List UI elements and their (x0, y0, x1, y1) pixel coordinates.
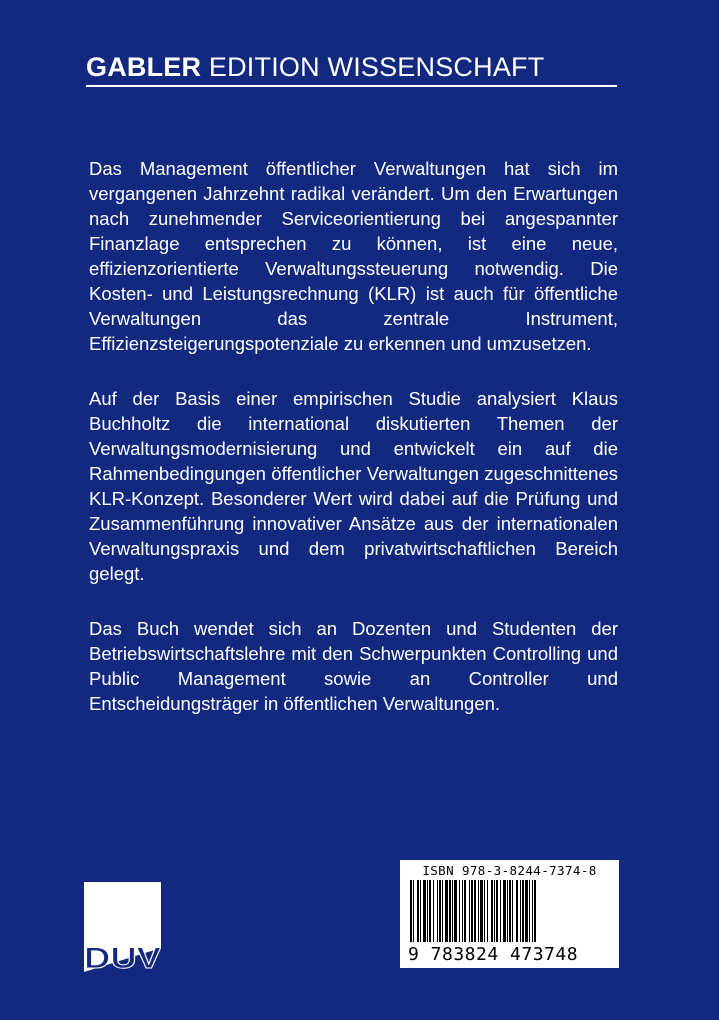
barcode-bar (516, 880, 518, 942)
series-title (86, 52, 544, 83)
barcode-bar (532, 880, 533, 942)
barcode-bar (487, 880, 488, 942)
barcode-bar (420, 880, 421, 942)
barcode-bar (423, 880, 426, 942)
barcode-bar (469, 880, 470, 942)
barcode-bar (462, 880, 463, 942)
barcode-bar (413, 880, 414, 942)
barcode-bar (410, 880, 412, 942)
barcode-bar (437, 880, 438, 942)
barcode-bar (442, 880, 443, 942)
duv-logo-text: DUV (84, 942, 161, 972)
barcode-bar (529, 880, 530, 942)
duv-logo (84, 882, 161, 972)
barcode-bar (496, 880, 498, 942)
duv-logo-graphic (84, 882, 161, 972)
barcode-bar (439, 880, 441, 942)
barcode-bar (474, 880, 476, 942)
barcode-bar (522, 880, 524, 942)
back-cover-blurb (89, 156, 618, 746)
barcode-bars (406, 880, 613, 942)
barcode-bar (480, 880, 483, 942)
barcode-bar (520, 880, 521, 942)
barcode-bar (494, 880, 495, 942)
barcode-bar (478, 880, 479, 942)
barcode-bar (464, 880, 466, 942)
barcode-bar (417, 880, 419, 942)
barcode-bar (449, 880, 451, 942)
title-divider (86, 85, 617, 87)
barcode-bar (491, 880, 493, 942)
barcode-bar (500, 880, 501, 942)
isbn-label: ISBN 978-3-8244-7374-8 (422, 863, 597, 878)
series-title-edition: EDITION WISSENSCHAFT (201, 52, 545, 82)
barcode-bar (471, 880, 473, 942)
barcode-bar (512, 880, 513, 942)
barcode-bar (452, 880, 453, 942)
series-title-publisher: GABLER (86, 52, 202, 82)
barcode-bar (534, 880, 536, 942)
barcode-bar (459, 880, 460, 942)
barcode-bar (484, 880, 485, 942)
blurb-paragraph-2: Auf der Basis einer empirischen Studie analysiert Klaus Buchholtz die international diskutierten Themen der Verwaltungsmodernisierung und entwickelt ein auf die Rahmenbedingungen öffentlicher Verwaltungen zugeschnittenes KLR-Konzept. Besonderer Wert wird dabei auf die Prüfung und Zusammenführung innovativer Ansätze aus der internationalen Verwaltungspraxis und dem privatwirtschaftlichen Bereich gelegt. (89, 388, 618, 584)
barcode-bar (445, 880, 448, 942)
isbn-barcode (400, 860, 619, 968)
blurb-paragraph-3: Das Buch wendet sich an Dozenten und Studenten der Betriebswirtschaftslehre mit den Schwerpunkten Controlling und Public Management sowie an Controller und Entscheidungsträger in öffentlichen Verwaltungen. (89, 618, 618, 714)
barcode-bar (507, 880, 508, 942)
barcode-bar (433, 880, 434, 942)
ean-digits: 9 783824 473748 (406, 946, 613, 964)
barcode-bar (427, 880, 428, 942)
barcode-bar (429, 880, 431, 942)
blurb-paragraph-1: Das Management öffentlicher Verwaltungen hat sich im vergangenen Jahrzehnt radikal verändert. Um den Erwartungen nach zunehmender Serviceorientierung bei angespannter Finanzlage entsprechen zu können, ist eine neue, effizienzorientierte Verwaltungssteuerung notwendig. Die Kosten- und Leistungsrechnung (KLR) ist auch für öffentliche Verwaltungen das zentrale Instrument, Effizienzsteigerungspotenziale zu erkennen und umzusetzen. (89, 158, 618, 354)
barcode-bar (525, 880, 528, 942)
barcode-bar (503, 880, 506, 942)
barcode-bar (454, 880, 457, 942)
barcode-bar (509, 880, 511, 942)
